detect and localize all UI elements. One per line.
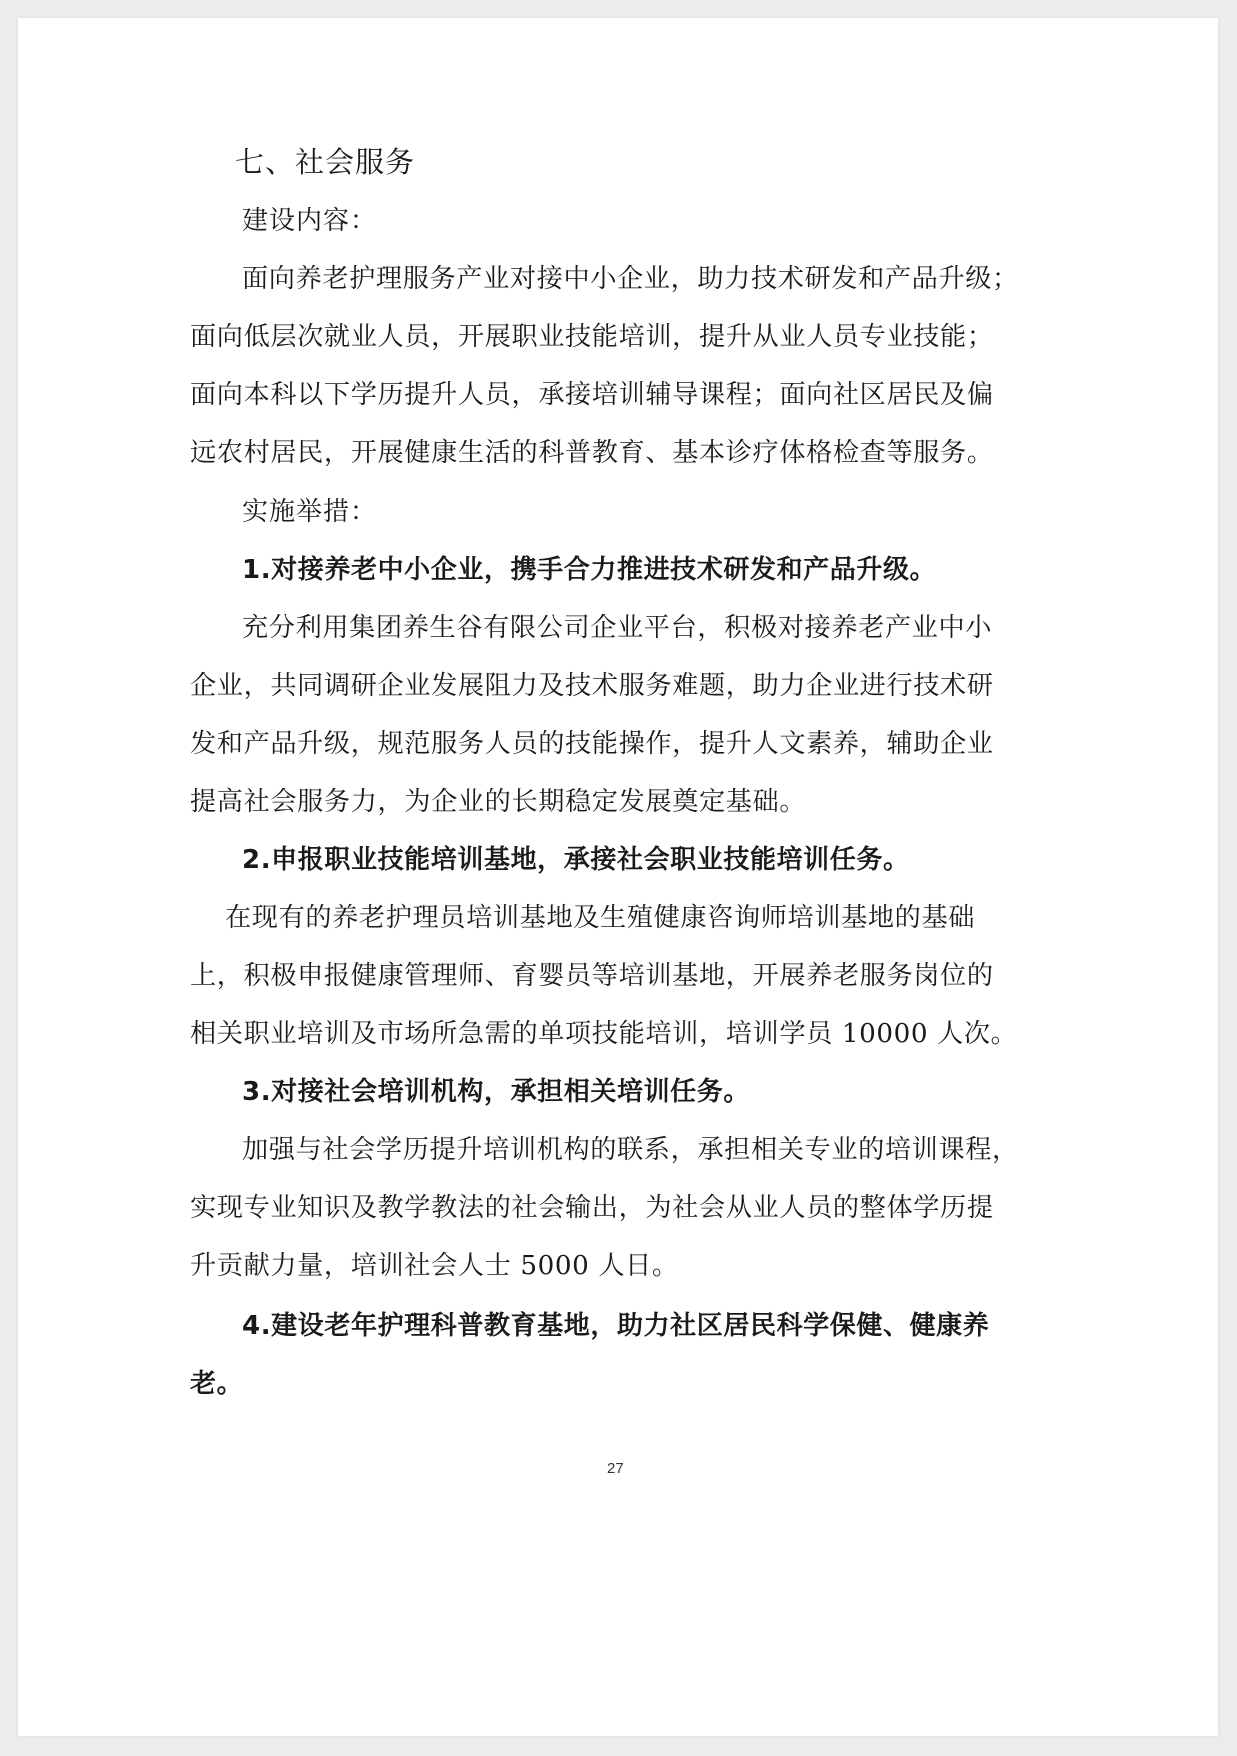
paragraph-line: 面向本科以下学历提升人员，承接培训辅导课程；面向社区居民及偏	[190, 380, 994, 410]
paragraph-line: 上，积极申报健康管理师、育婴员等培训基地，开展养老服务岗位的	[190, 961, 994, 991]
paragraph-line: 面向养老护理服务产业对接中小企业，助力技术研发和产品升级；	[242, 264, 1019, 294]
item-heading-4: 4.建设老年护理科普教育基地，助力社区居民科学保健、健康养	[242, 1311, 990, 1341]
paragraph-line: 在现有的养老护理员培训基地及生殖健康咨询师培训基地的基础	[225, 903, 976, 933]
paragraph-line: 面向低层次就业人员，开展职业技能培训，提升从业人员专业技能；	[190, 322, 994, 352]
measures-label: 实施举措：	[242, 497, 378, 527]
item-heading-2: 2.申报职业技能培训基地，承接社会职业技能培训任务。	[242, 845, 910, 875]
paragraph-line: 充分利用集团养生谷有限公司企业平台，积极对接养老产业中小	[242, 613, 993, 643]
page-number: 27	[607, 1460, 624, 1477]
document-page	[18, 18, 1218, 1736]
section-title: 七、社会服务	[235, 145, 416, 179]
paragraph-line: 相关职业培训及市场所急需的单项技能培训，培训学员 10000 人次。	[190, 1019, 1018, 1049]
paragraph-line: 企业，共同调研企业发展阻力及技术服务难题，助力企业进行技术研	[190, 671, 994, 701]
item-heading-3: 3.对接社会培训机构，承担相关培训任务。	[242, 1077, 750, 1107]
paragraph-line: 远农村居民，开展健康生活的科普教育、基本诊疗体格检查等服务。	[190, 438, 994, 468]
paragraph-line: 升贡献力量，培训社会人士 5000 人日。	[190, 1251, 679, 1281]
item-heading-1: 1.对接养老中小企业，携手合力推进技术研发和产品升级。	[242, 555, 937, 585]
paragraph-line: 发和产品升级，规范服务人员的技能操作，提升人文素养，辅助企业	[190, 729, 994, 759]
paragraph-line: 实现专业知识及教学教法的社会输出，为社会从业人员的整体学历提	[190, 1193, 994, 1223]
item-heading-4-cont: 老。	[190, 1369, 244, 1399]
construction-label: 建设内容：	[242, 206, 378, 236]
paragraph-line: 提高社会服务力，为企业的长期稳定发展奠定基础。	[190, 787, 807, 817]
paragraph-line: 加强与社会学历提升培训机构的联系，承担相关专业的培训课程，	[242, 1135, 1019, 1165]
